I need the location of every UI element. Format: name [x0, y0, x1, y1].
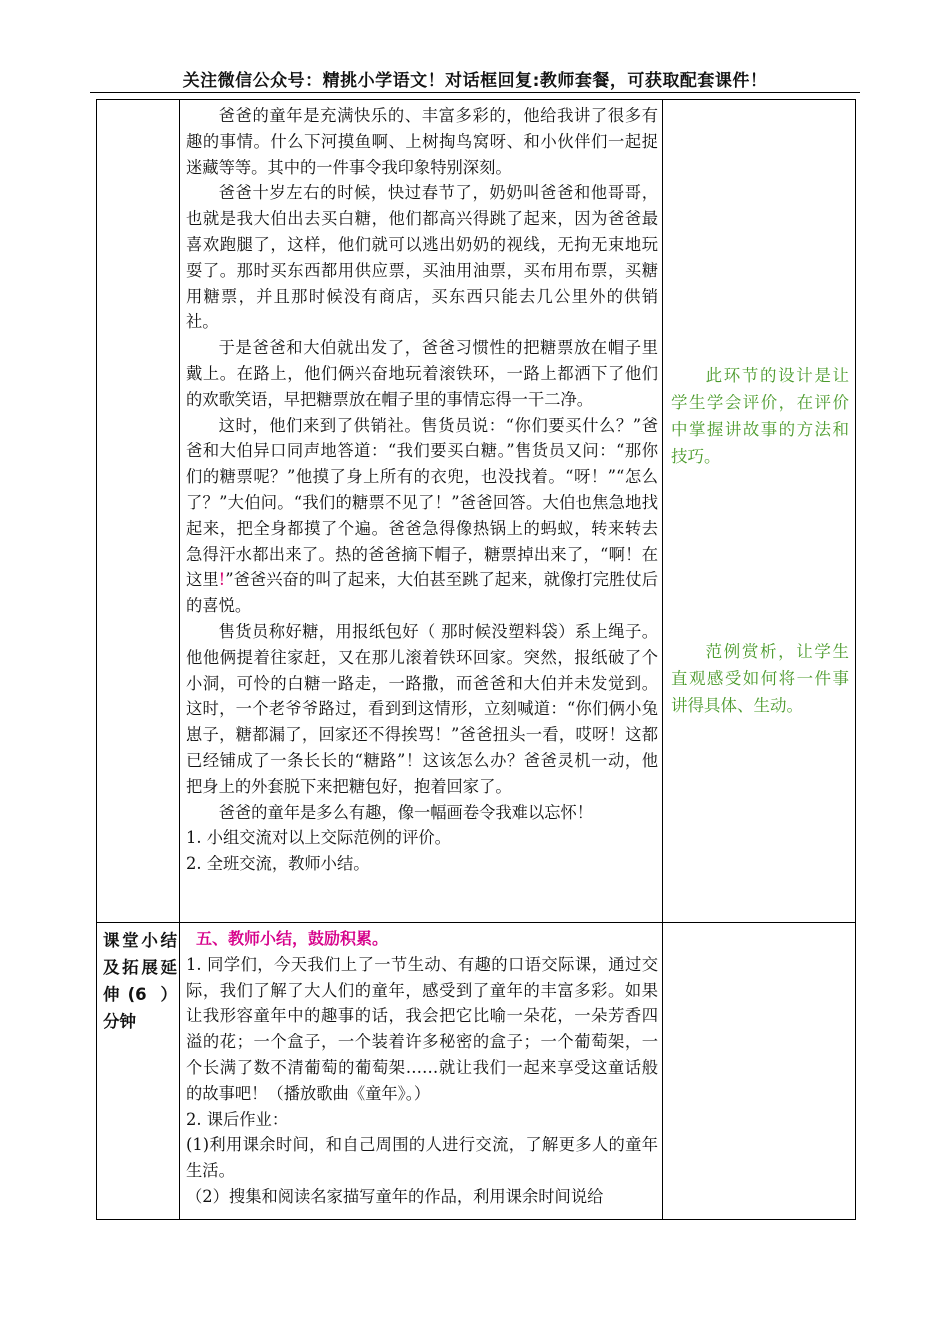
example-story [180, 100, 662, 877]
content-cell [180, 100, 663, 923]
summary-item: 1. 同学们，今天我们上了一节生动、有趣的口语交际课，通过交际，我们了解了大人们的童年，感受到了童年的丰富多彩。如果让我形容童年中的趣事的话，我会把它比喻一朵花，一朵芳香四溢的花；一个盒子，一个装着许多秘密的盒子；一个葡萄架，一个长满了数不清葡萄的葡萄架……就让我们一起来享受这童话般的故事吧！（播放歌曲《童年》。） [186, 954, 658, 1103]
section-heading: 五、教师小结，鼓励积累。 [196, 929, 389, 948]
table-row [97, 923, 856, 1220]
lesson-plan-table [96, 99, 856, 1220]
story-paragraph: 爸爸十岁左右的时候，快过春节了，奶奶叫爸爸和他哥哥，也就是我大伯出去买白糖，他们都高兴得跳了起来，因为爸爸最喜欢跑腿了，这样，他们就可以逃出奶奶的视线，无拘无束地玩耍了。那时买东西都用供应票，买油用油票，买布用布票，买糖用糖票，并且那时候没有商店，买东西只能去几公里外的供销社。 [186, 183, 658, 332]
summary-item: 2. 课后作业： [186, 1109, 289, 1129]
design-notes-cell [663, 100, 856, 923]
note-text: 范例赏析，让学生直观感受如何将一件事讲得具体、生动。 [671, 642, 849, 715]
story-text: ”爸爸兴奋的叫了起来，大伯甚至跳了起来，就像打完胜仗后的喜悦。 [186, 570, 658, 616]
header-divider [90, 92, 860, 93]
story-text: 这时，他们来到了供销社。售货员说：“你们要买什么？”爸爸和大伯异口同声地答道：“我们要买白糖。”售货员又问：“那你们的糖票呢？”他摸了身上所有的衣兜，也没找着。“呀！”“怎么了？”大伯问。“我们的糖票不见了！”爸爸回答。大伯也焦急地找起来，把全身都摸了个遍。爸爸急得像热锅上的蚂蚁，转来转去急得汗水都出来了。热的爸爸摘下帽子，糖票掉出来了，“啊！在这里 [186, 415, 658, 590]
design-note-evaluation [671, 362, 849, 470]
summary-item: (1)利用课余时间，和自己周围的人进行交流，了解更多人的童年生活。 [186, 1135, 658, 1181]
stage-label: 课堂小结及拓展延伸(6 ）分钟 [103, 931, 177, 1031]
page-header: 关注微信公众号：精挑小学语文！对话框回复:教师套餐，可获取配套课件！ [182, 71, 768, 91]
design-notes-cell-empty [663, 923, 856, 1220]
note-text: 此环节的设计是让学生学会评价，在评价中掌握讲故事的方法和技巧。 [671, 366, 849, 466]
step-item: 2. 全班交流，教师小结。 [186, 854, 370, 874]
stage-cell [97, 923, 180, 1220]
exclamation-mark: ! [218, 570, 226, 590]
story-paragraph [186, 413, 658, 619]
summary-content [180, 923, 662, 1216]
story-paragraph: 售货员称好糖，用报纸包好（ 那时候没塑料袋）系上绳子。他他俩提着往家赶，又在那儿滚着铁环回家。突然，报纸破了个小洞，可怜的白糖一路走，一路撒，而爸爸和大伯并未发觉到。这时，一个老爷爷路过，看到到这情形，立刻喊道：“你们俩小兔崽子，糖都漏了，回家还不得挨骂！”爸爸扭头一看，哎呀！这都已经铺成了一条长长的“糖路”！这该怎么办？爸爸灵机一动，他把身上的外套脱下来把糖包好，抱着回家了。 [186, 621, 658, 796]
step-item: 1. 小组交流对以上交际范例的评价。 [186, 828, 451, 848]
design-note-example [671, 638, 849, 719]
story-paragraph: 爸爸的童年是充满快乐的、丰富多彩的，他给我讲了很多有趣的事情。什么下河摸鱼啊、上树掏鸟窝呀、和小伙伴们一起捉迷藏等等。其中的一件事令我印象特别深刻。 [186, 106, 658, 177]
table-row [97, 100, 856, 923]
content-cell [180, 923, 663, 1220]
story-paragraph: 爸爸的童年是多么有趣，像一幅画卷令我难以忘怀！ [218, 802, 594, 822]
story-paragraph: 于是爸爸和大伯就出发了，爸爸习惯性的把糖票放在帽子里戴上。在路上，他们俩兴奋地玩着滚铁环，一路上都洒下了他们的欢歌笑语，早把糖票放在帽子里的事情忘得一干二净。 [186, 338, 658, 409]
summary-item: （2）搜集和阅读名家描写童年的作品，利用课余时间说给 [186, 1186, 604, 1206]
stage-cell-empty [97, 100, 180, 923]
